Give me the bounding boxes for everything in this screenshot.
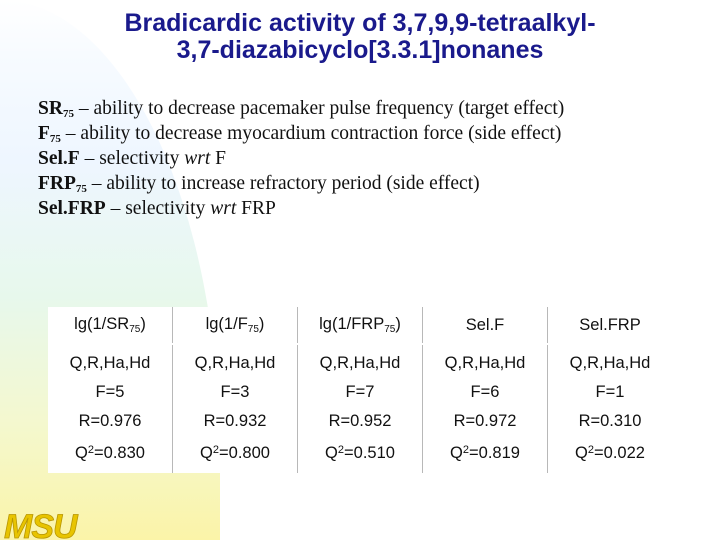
definition-term: Sel.FRP [38,198,106,219]
table-row [48,344,672,473]
definition-term-subscript: 75 [75,183,87,195]
f-value: F=1 [595,383,625,401]
definition-f75 [38,121,564,146]
column-header [298,307,423,344]
definition-term: SR [38,98,63,119]
f-value: F=6 [470,383,500,401]
header-subscript: 75 [384,324,396,335]
f-value: F=7 [345,383,375,401]
definition-tail: F [210,148,226,169]
definition-dash: – [105,198,126,219]
column-header [548,307,673,344]
msu-logo [2,506,77,540]
definition-dash: – [73,98,94,119]
header-text: Sel.F [465,315,505,334]
q2-prefix: Q [325,444,338,462]
definition-sr75 [38,96,564,121]
q2-value [423,436,547,468]
descriptors-value: Q,R,Ha,Hd [69,354,151,372]
table-cell [423,344,548,473]
header-text: lg(1/FRP [319,315,385,333]
q2-value [548,436,672,468]
table-cell [298,344,423,473]
r-value: R=0.932 [203,412,267,430]
header-text: lg(1/F [205,315,248,333]
r-value: R=0.976 [78,412,142,430]
column-header [423,307,548,344]
header-subscript: 75 [247,324,259,335]
definition-text: selectivity [125,198,211,219]
q2-superscript: 2 [337,444,345,456]
definition-self [38,146,564,171]
definition-dash: – [79,148,100,169]
definition-text: selectivity [99,148,185,169]
header-subscript: 75 [129,324,141,335]
q2-number: =0.830 [94,444,145,462]
definition-italic: wrt [184,148,211,169]
q2-superscript: 2 [212,444,220,456]
f-value: F=5 [95,383,125,401]
q2-number: =0.510 [344,444,395,462]
q2-prefix: Q [450,444,463,462]
q2-value [298,436,422,468]
r-value: R=0.972 [453,412,517,430]
definition-term: FRP [38,173,76,194]
r-value: R=0.310 [578,412,642,430]
q2-prefix: Q [575,444,588,462]
header-tail: ) [258,315,265,333]
f-value: F=3 [220,383,250,401]
table-cell [48,344,173,473]
definition-term: Sel.F [38,148,80,169]
definition-term-subscript: 75 [62,108,74,120]
header-tail: ) [395,315,401,333]
q2-value [48,436,172,468]
definition-italic: wrt [210,198,237,219]
header-text: lg(1/SR [74,315,130,333]
table-header-row [48,307,672,344]
msu-logo-text: MSU [4,508,77,540]
descriptors-value: Q,R,Ha,Hd [194,354,276,372]
definition-text: ability to decrease pacemaker pulse frequency (target effect) [93,98,565,119]
q2-number: =0.819 [469,444,520,462]
column-header [173,307,298,344]
descriptors-value: Q,R,Ha,Hd [319,354,401,372]
table-cell [548,344,673,473]
definition-selfrp [38,196,564,221]
q2-number: =0.800 [219,444,270,462]
q2-superscript: 2 [587,444,595,456]
definition-term: F [38,123,50,144]
descriptors-value: Q,R,Ha,Hd [569,354,651,372]
definition-dash: – [60,123,81,144]
title-line-1: Bradicardic activity of 3,7,9,9-tetraalkyl- [124,9,596,37]
definition-dash: – [86,173,107,194]
definitions-list [38,96,564,221]
definition-text: ability to decrease myocardium contraction force (side effect) [80,123,562,144]
q2-number: =0.022 [594,444,645,462]
q2-prefix: Q [200,444,213,462]
definition-tail: FRP [236,198,276,219]
slide-title [40,10,680,64]
r-value: R=0.952 [328,412,392,430]
definition-text: ability to increase refractory period (side effect) [106,173,480,194]
q2-value [173,436,297,468]
q2-prefix: Q [75,444,88,462]
definition-frp75 [38,171,564,196]
q2-superscript: 2 [87,444,95,456]
q2-superscript: 2 [462,444,470,456]
descriptors-value: Q,R,Ha,Hd [444,354,526,372]
column-header [48,307,173,344]
results-table [48,307,672,473]
table-cell [173,344,298,473]
title-line-2: 3,7-diazabicyclo[3.3.1]nonanes [176,36,544,64]
definition-term-subscript: 75 [49,133,61,145]
header-text: Sel.FRP [579,315,641,334]
header-tail: ) [140,315,146,333]
